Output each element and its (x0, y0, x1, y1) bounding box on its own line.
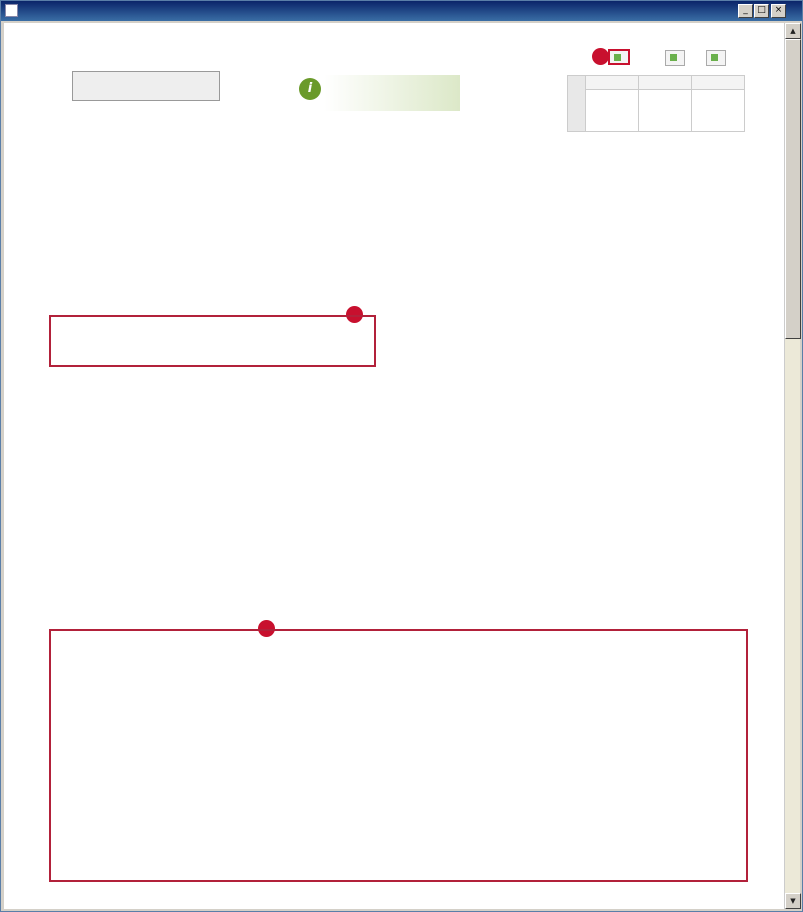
scroll-thumb[interactable] (785, 39, 801, 339)
approval-col (586, 76, 639, 90)
distribution-chart (384, 147, 744, 377)
approval-col (639, 76, 692, 90)
scroll-up-button[interactable]: ▲ (785, 23, 801, 39)
trend-chart (57, 653, 347, 873)
approval-label (568, 76, 586, 132)
close-button[interactable] (706, 50, 726, 66)
report-title-box (324, 75, 460, 111)
close-window-button[interactable]: × (771, 4, 786, 18)
approval-settings-button[interactable] (608, 49, 630, 65)
approval-cell[interactable] (586, 90, 639, 132)
company-name (72, 71, 220, 101)
approval-cell[interactable] (692, 90, 745, 132)
maximize-button[interactable]: □ (754, 4, 769, 18)
title-bar (1, 1, 802, 21)
plus-icon (670, 54, 677, 61)
approval-cell[interactable] (639, 90, 692, 132)
page-content (4, 23, 784, 909)
plus-icon (614, 54, 621, 61)
highlight-box-2 (49, 315, 376, 367)
scroll-down-button[interactable]: ▼ (785, 893, 801, 909)
plus-icon (711, 54, 718, 61)
print-button[interactable] (665, 50, 685, 66)
ie-icon (5, 4, 18, 17)
minimize-button[interactable]: _ (738, 4, 753, 18)
badge-3 (592, 48, 609, 65)
info-icon: i (299, 78, 321, 100)
approval-col (692, 76, 745, 90)
approval-table (567, 75, 745, 132)
vertical-scrollbar[interactable] (784, 23, 800, 909)
